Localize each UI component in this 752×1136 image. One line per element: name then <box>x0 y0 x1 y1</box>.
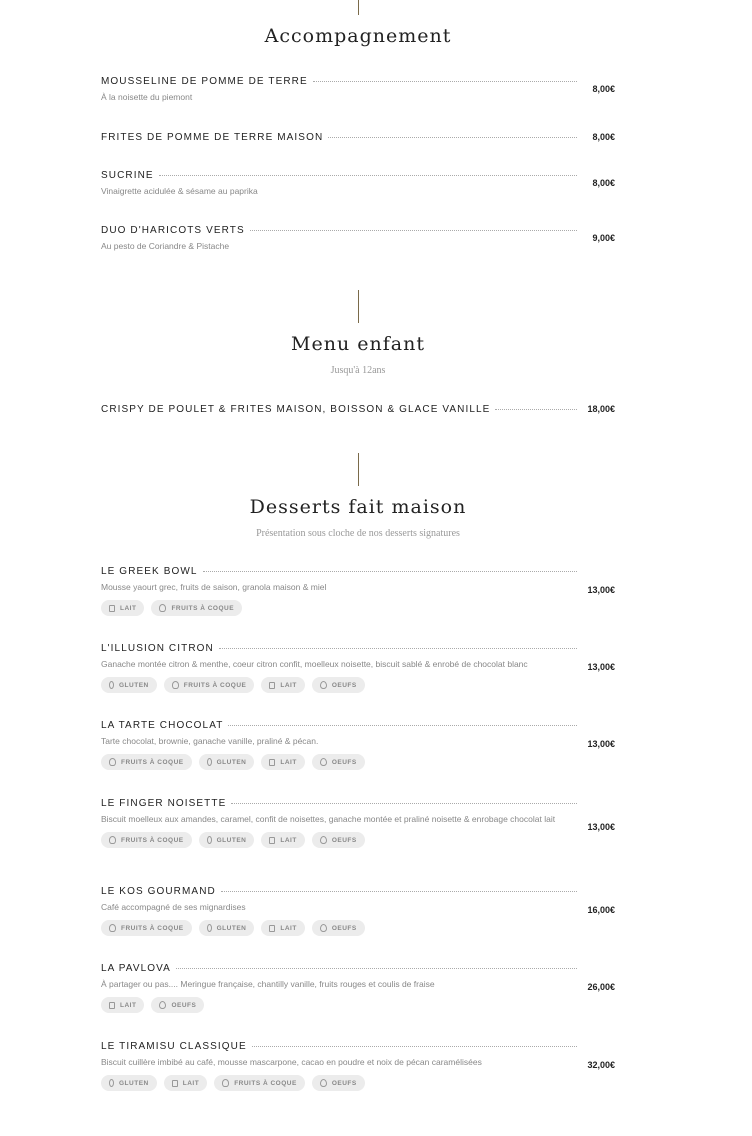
item-name: LE TIRAMISU CLASSIQUE <box>101 1041 247 1052</box>
milk-icon <box>269 682 275 689</box>
allergen-tag <box>101 600 144 616</box>
allergen-label: OEUFS <box>331 1079 357 1087</box>
allergen-tag <box>199 754 255 770</box>
allergen-tags <box>101 832 615 848</box>
allergen-tag <box>101 1075 157 1091</box>
allergen-tag <box>101 920 192 936</box>
milk-icon <box>109 1002 115 1009</box>
gluten-icon <box>207 836 212 844</box>
item-name: SUCRINE <box>101 170 154 181</box>
allergen-tag <box>101 832 192 848</box>
item-price: 18,00€ <box>587 404 615 414</box>
menu-item <box>101 76 615 103</box>
menu-item <box>101 1041 615 1091</box>
nut-icon <box>172 681 179 689</box>
section-subtitle-desserts: Présentation sous cloche de nos desserts signatures <box>256 528 460 539</box>
item-description: Au pesto de Coriandre & Pistache <box>101 241 230 251</box>
allergen-tag <box>261 677 304 693</box>
item-description: À partager ou pas.... Meringue française, chantilly vanille, fruits rouges et coulis de fraise <box>101 979 435 989</box>
menu-item <box>101 963 615 1013</box>
item-price: 26,00€ <box>587 982 615 992</box>
allergen-label: GLUTEN <box>216 836 247 844</box>
item-name: DUO D'HARICOTS VERTS <box>101 225 245 236</box>
allergen-tags <box>101 600 615 616</box>
item-price: 8,00€ <box>592 132 615 142</box>
allergen-label: GLUTEN <box>216 924 247 932</box>
nut-icon <box>159 604 166 612</box>
section-divider <box>358 0 359 15</box>
allergen-label: FRUITS À COQUE <box>183 681 247 689</box>
egg-icon <box>320 1079 327 1087</box>
gluten-icon <box>207 924 212 932</box>
allergen-label: FRUITS À COQUE <box>234 1079 297 1087</box>
item-description: À la noisette du piemont <box>101 92 193 102</box>
item-description: Vinaigrette acidulée & sésame au paprika <box>101 186 258 196</box>
allergen-tag <box>214 1075 305 1091</box>
allergen-label: OEUFS <box>331 758 357 766</box>
item-name: MOUSSELINE DE POMME DE TERRE <box>101 76 308 87</box>
item-description: Biscuit cuillère imbibé au café, mousse mascarpone, cacao en poudre et noix de pécan caramélisées <box>101 1057 482 1067</box>
section-divider <box>358 290 359 323</box>
allergen-label: FRUITS À COQUE <box>121 836 184 844</box>
item-name: LE GREEK BOWL <box>101 566 198 577</box>
egg-icon <box>320 681 327 689</box>
allergen-tag <box>312 1075 365 1091</box>
menu-item <box>101 566 615 616</box>
allergen-tag <box>261 920 304 936</box>
allergen-tag <box>312 754 365 770</box>
item-name: FRITES DE POMME DE TERRE MAISON <box>101 132 324 143</box>
allergen-tag <box>261 754 304 770</box>
section-subtitle-menu-enfant: Jusqu'à 12ans <box>330 365 386 376</box>
menu-item <box>101 643 615 693</box>
allergen-label: OEUFS <box>171 1001 197 1009</box>
allergen-label: GLUTEN <box>119 1079 149 1087</box>
item-description: Tarte chocolat, brownie, ganache vanille, praliné & pécan. <box>101 736 319 746</box>
gluten-icon <box>207 758 212 766</box>
item-price: 13,00€ <box>587 822 615 832</box>
item-description: Biscuit moelleux aux amandes, caramel, confit de noisettes, ganache montée et praliné noisette & enrobage chocolat lait <box>101 814 556 824</box>
egg-icon <box>320 836 327 844</box>
allergen-label: LAIT <box>280 681 297 689</box>
allergen-label: LAIT <box>120 1001 137 1009</box>
allergen-tags <box>101 920 615 936</box>
allergen-tag <box>101 997 144 1013</box>
allergen-label: OEUFS <box>331 836 357 844</box>
egg-icon <box>320 924 327 932</box>
egg-icon <box>159 1001 166 1009</box>
allergen-tags <box>101 754 615 770</box>
menu-item <box>101 132 615 143</box>
allergen-label: LAIT <box>280 836 297 844</box>
allergen-tag <box>101 754 192 770</box>
milk-icon <box>109 605 115 612</box>
item-price: 13,00€ <box>587 739 615 749</box>
allergen-label: FRUITS À COQUE <box>121 924 184 932</box>
item-name: LE FINGER NOISETTE <box>101 798 227 809</box>
allergen-tags <box>101 677 615 693</box>
nut-icon <box>109 758 116 766</box>
menu-item <box>101 886 615 936</box>
milk-icon <box>269 759 275 766</box>
item-name: LA TARTE CHOCOLAT <box>101 720 224 731</box>
allergen-label: OEUFS <box>331 681 357 689</box>
section-title-menu-enfant: Menu enfant <box>291 333 425 355</box>
allergen-tag <box>151 600 242 616</box>
nut-icon <box>222 1079 229 1087</box>
item-name: LE KOS GOURMAND <box>101 886 216 897</box>
gluten-icon <box>109 1079 114 1087</box>
menu-item <box>101 404 615 415</box>
item-name: LA PAVLOVA <box>101 963 171 974</box>
allergen-tag <box>164 677 255 693</box>
allergen-tags <box>101 997 615 1013</box>
allergen-label: LAIT <box>280 758 297 766</box>
nut-icon <box>109 924 116 932</box>
milk-icon <box>269 925 275 932</box>
menu-item <box>101 170 615 197</box>
allergen-label: FRUITS À COQUE <box>121 758 184 766</box>
allergen-tag <box>151 997 204 1013</box>
allergen-label: LAIT <box>120 604 137 612</box>
item-price: 8,00€ <box>592 178 615 188</box>
allergen-label: LAIT <box>280 924 297 932</box>
item-price: 9,00€ <box>592 233 615 243</box>
gluten-icon <box>109 681 114 689</box>
allergen-label: LAIT <box>182 1079 200 1087</box>
item-price: 13,00€ <box>587 585 615 595</box>
item-description: Ganache montée citron & menthe, coeur citron confit, moelleux noisette, biscuit sablé & enrobé de chocolat blanc <box>101 659 528 669</box>
allergen-tags <box>101 1075 615 1091</box>
item-name: L'ILLUSION CITRON <box>101 643 214 654</box>
milk-icon <box>269 837 275 844</box>
menu-item <box>101 720 615 770</box>
egg-icon <box>320 758 327 766</box>
allergen-label: FRUITS À COQUE <box>171 604 235 612</box>
nut-icon <box>109 836 116 844</box>
item-description: Café accompagné de ses mignardises <box>101 902 246 912</box>
item-price: 8,00€ <box>592 84 615 94</box>
allergen-tag <box>199 920 255 936</box>
item-price: 16,00€ <box>587 905 615 915</box>
allergen-tag <box>101 677 157 693</box>
item-name: CRISPY DE POULET & FRITES MAISON, BOISSON & GLACE VANILLE <box>101 404 491 415</box>
allergen-tag <box>312 920 365 936</box>
section-title-desserts: Desserts fait maison <box>249 496 467 518</box>
menu-item <box>101 225 615 252</box>
milk-icon <box>172 1080 178 1087</box>
item-price: 13,00€ <box>587 662 615 672</box>
menu-item <box>101 798 615 848</box>
allergen-tag <box>261 832 304 848</box>
section-title-accompagnement: Accompagnement <box>264 25 452 47</box>
section-divider <box>358 453 359 486</box>
allergen-tag <box>312 677 365 693</box>
allergen-tag <box>199 832 255 848</box>
allergen-label: OEUFS <box>331 924 357 932</box>
item-description: Mousse yaourt grec, fruits de saison, granola maison & miel <box>101 582 327 592</box>
allergen-tag <box>312 832 365 848</box>
item-price: 32,00€ <box>587 1060 615 1070</box>
allergen-label: GLUTEN <box>119 681 149 689</box>
allergen-label: GLUTEN <box>216 758 247 766</box>
allergen-tag <box>164 1075 207 1091</box>
